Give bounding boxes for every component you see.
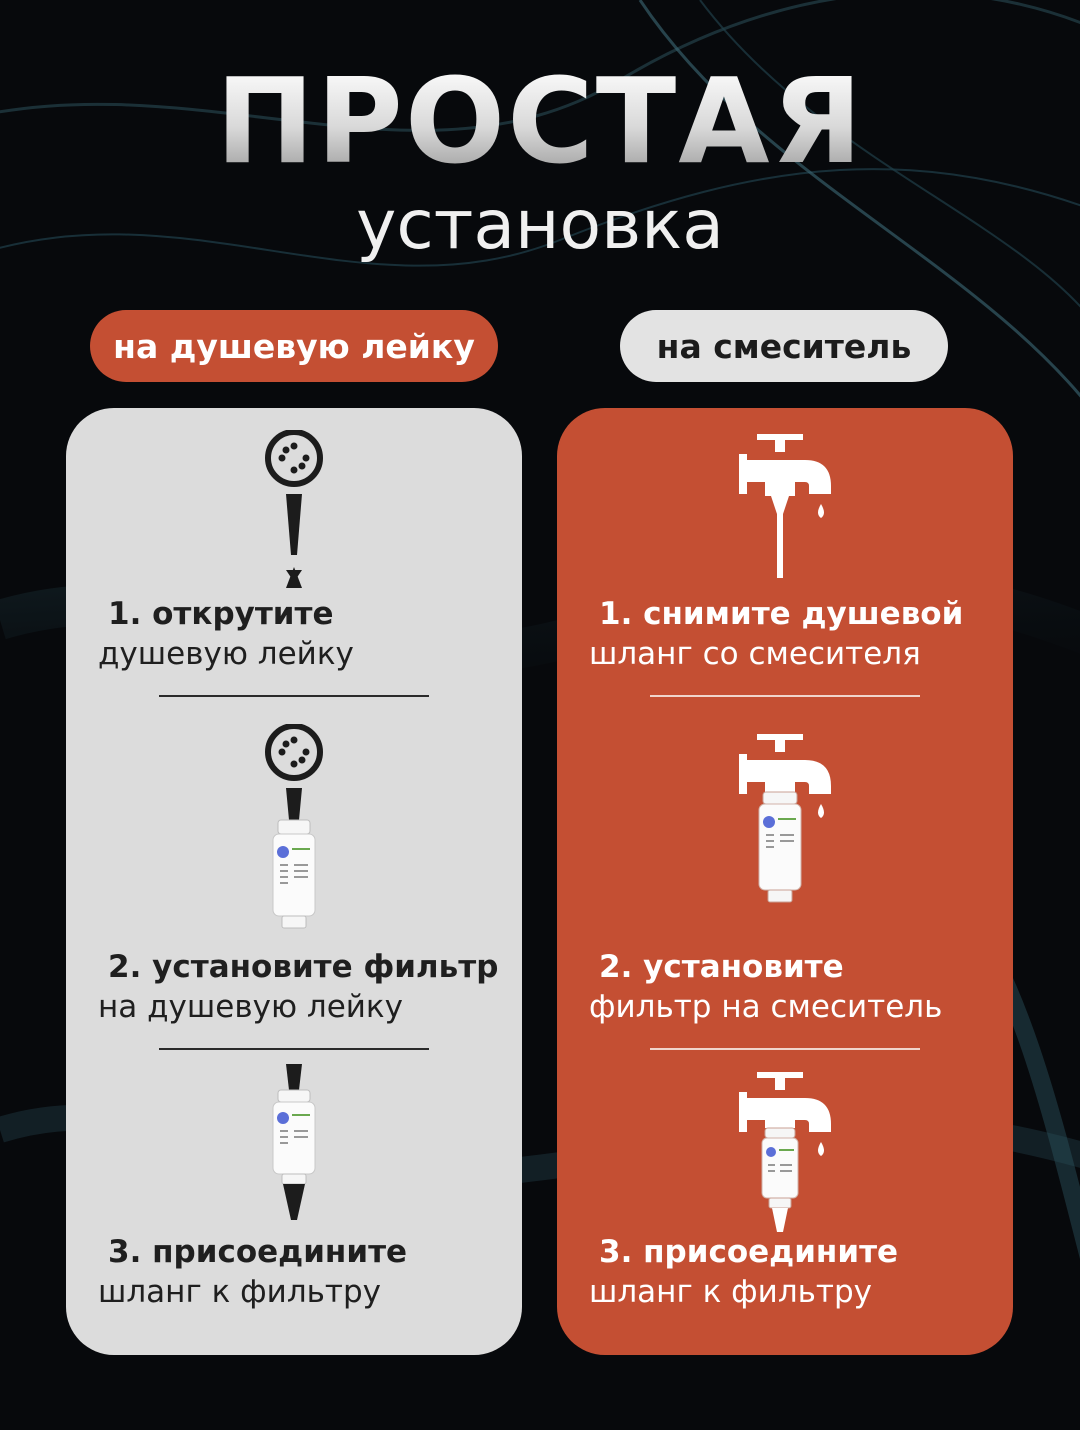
step-3-text: шланг к фильтру xyxy=(98,1274,381,1310)
faucet-icon xyxy=(735,430,835,580)
divider xyxy=(650,695,920,697)
step-3-title: 3. присоедините xyxy=(108,1234,408,1270)
step-2-text: фильтр на смеситель xyxy=(589,989,943,1025)
step-1-title: 1. открутите xyxy=(108,596,334,632)
step-1-text: шланг со смесителя xyxy=(589,636,921,672)
step-1-title: 1. снимите душевой xyxy=(599,596,964,632)
shower-head-filter-icon xyxy=(256,724,336,934)
faucet-card xyxy=(557,408,1013,1355)
step-2-title: 2. установите xyxy=(599,949,844,985)
step-1-text: душевую лейку xyxy=(98,636,354,672)
divider xyxy=(159,1048,429,1050)
step-3-title: 3. присоедините xyxy=(599,1234,899,1270)
faucet-filter-icon xyxy=(735,730,835,920)
filter-hose-icon xyxy=(256,1060,336,1225)
step-2-text: на душевую лейку xyxy=(98,989,404,1025)
divider xyxy=(650,1048,920,1050)
divider xyxy=(159,695,429,697)
tab-shower-head[interactable]: на душевую лейку xyxy=(90,310,498,382)
step-3-text: шланг к фильтру xyxy=(589,1274,872,1310)
tab-faucet[interactable]: на смеситель xyxy=(620,310,948,382)
page-subtitle: установка xyxy=(356,186,724,265)
faucet-filter-hose-icon xyxy=(735,1068,835,1233)
page-title: ПРОСТАЯ xyxy=(0,62,1080,180)
shower-head-card xyxy=(66,408,522,1355)
shower-head-unscrew-icon xyxy=(256,430,336,590)
step-2-title: 2. установите фильтр xyxy=(108,949,499,985)
